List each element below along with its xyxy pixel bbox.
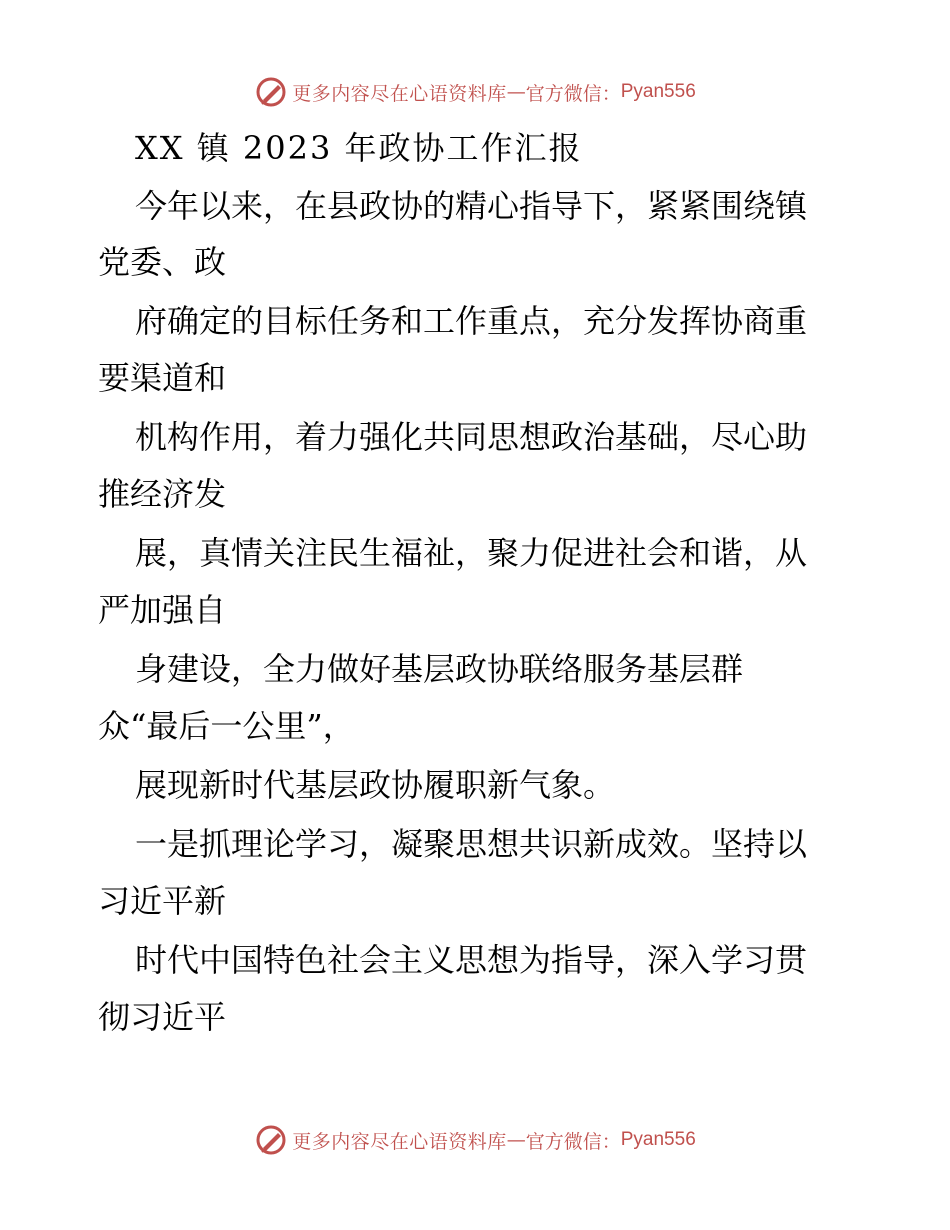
- header-watermark: [0, 72, 950, 112]
- watermark-main-text: 更多内容尽在心语资料库: [292, 1130, 507, 1153]
- paragraph-line: 时代中国特色社会主义思想为指导，深入学习贯: [135, 941, 808, 979]
- watermark-wechat-id: Pyan556: [620, 1129, 696, 1150]
- paragraph-line: 严加强自: [98, 591, 227, 629]
- paragraph-line: 彻习近平: [98, 998, 227, 1036]
- paragraph-line: 要渠道和: [98, 359, 227, 397]
- document-title: XX 镇 2023 年政协工作汇报: [135, 129, 583, 167]
- watermark-sub-text: 官方微信：: [525, 82, 621, 105]
- footer-watermark: [0, 1120, 950, 1160]
- paragraph-line: 展，真情关注民生福祉，聚力促进社会和谐，从: [135, 534, 808, 572]
- paragraph-line: 众“最后一公里”，: [98, 707, 355, 745]
- paragraph-line: 习近平新: [98, 882, 227, 920]
- paragraph-line: 党委、政: [98, 243, 227, 281]
- watermark-sub-text: 官方微信：: [525, 1130, 621, 1153]
- paragraph-line: 机构作用，着力强化共同思想政治基础，尽心助: [135, 418, 808, 456]
- watermark-dash: —: [506, 81, 526, 103]
- paragraph-line: 身建设，全力做好基层政协联络服务基层群: [135, 650, 744, 688]
- paragraph-line: 推经济发: [98, 475, 227, 513]
- paragraph-line: 府确定的目标任务和工作重点，充分发挥协商重: [135, 302, 808, 340]
- paragraph-line: 今年以来，在县政协的精心指导下，紧紧围绕镇: [135, 187, 808, 225]
- pen-seal-icon: [254, 75, 288, 109]
- paragraph-line: 展现新时代基层政协履职新气象。: [135, 766, 616, 804]
- paragraph-line: 一是抓理论学习，凝聚思想共识新成效。坚持以: [135, 825, 808, 863]
- watermark-wechat-id: Pyan556: [620, 81, 696, 102]
- pen-seal-icon: [254, 1123, 288, 1157]
- watermark-dash: —: [506, 1129, 526, 1151]
- watermark-main-text: 更多内容尽在心语资料库: [292, 82, 507, 105]
